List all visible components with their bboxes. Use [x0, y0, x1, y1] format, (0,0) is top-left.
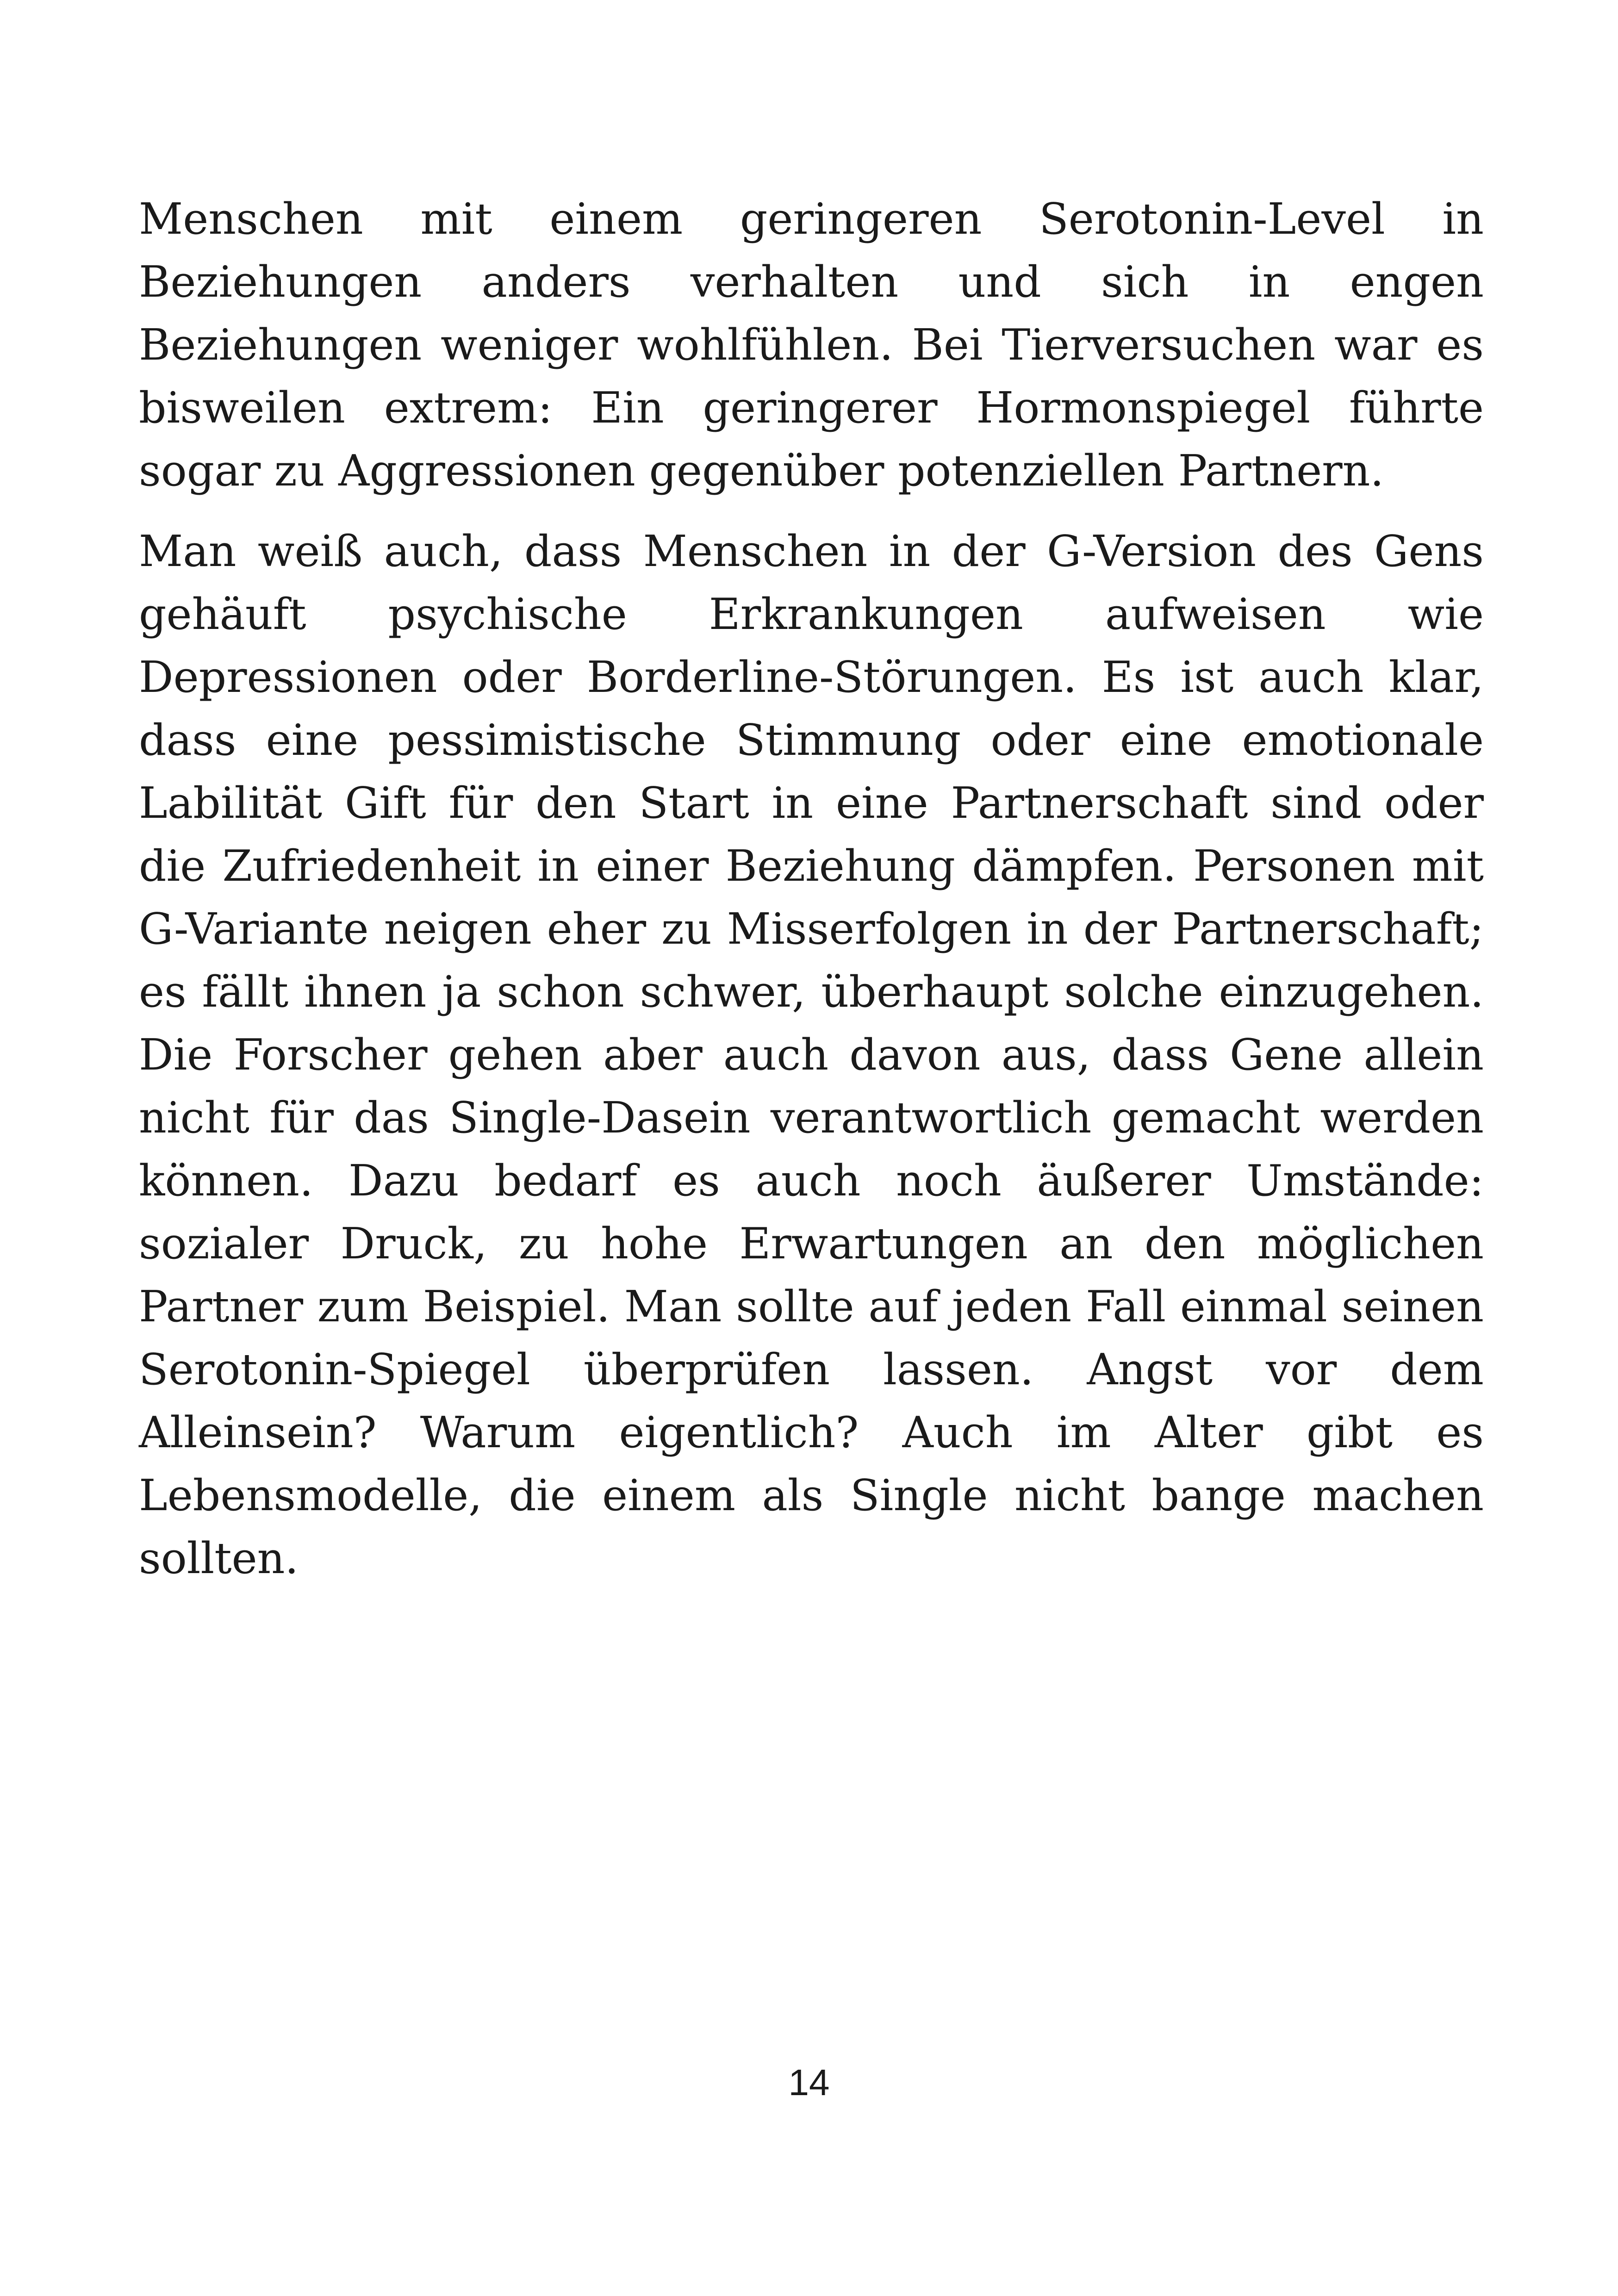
paragraph-1: Menschen mit einem geringeren Serotonin-Level in Beziehungen anders verhalten und sich in engen Beziehungen weniger wohlfühlen. Bei Tierversuchen war es bisweilen extrem: Ein geringerer Hormonspiegel führte sogar zu Aggressionen gegenüber potenziellen Partnern.: [139, 194, 1484, 496]
paragraph-2: Man weiß auch, dass Menschen in der G-Version des Gens gehäuft psychische Erkrankungen aufweisen wie Depressionen oder Borderline-Störungen. Es ist auch klar, dass eine pessimistische Stimmung oder eine emotionale Labilität Gift für den Start in eine Partnerschaft sind oder die Zufriedenheit in einer Beziehung dämpfen. Personen mit G-Variante neigen eher zu Misserfolgen in der Partnerschaft; es fällt ihnen ja schon schwer, überhaupt solche einzugehen. Die Forscher gehen aber auch davon aus, dass Gene allein nicht für das Single-Dasein verantwortlich gemacht werden können. Dazu bedarf es auch noch äußerer Umstände: sozialer Druck, zu hohe Erwartungen an den möglichen Partner zum Beispiel. Man sollte auf jeden Fall einmal seinen Serotonin-Spiegel überprüfen lassen. Angst vor dem Alleinsein? Warum eigentlich? Auch im Alter gibt es Lebensmodelle, die einem als Single nicht bange machen sollten.: [139, 526, 1484, 1583]
body-text: [139, 187, 1484, 1590]
page-number: 14: [788, 2062, 830, 2103]
